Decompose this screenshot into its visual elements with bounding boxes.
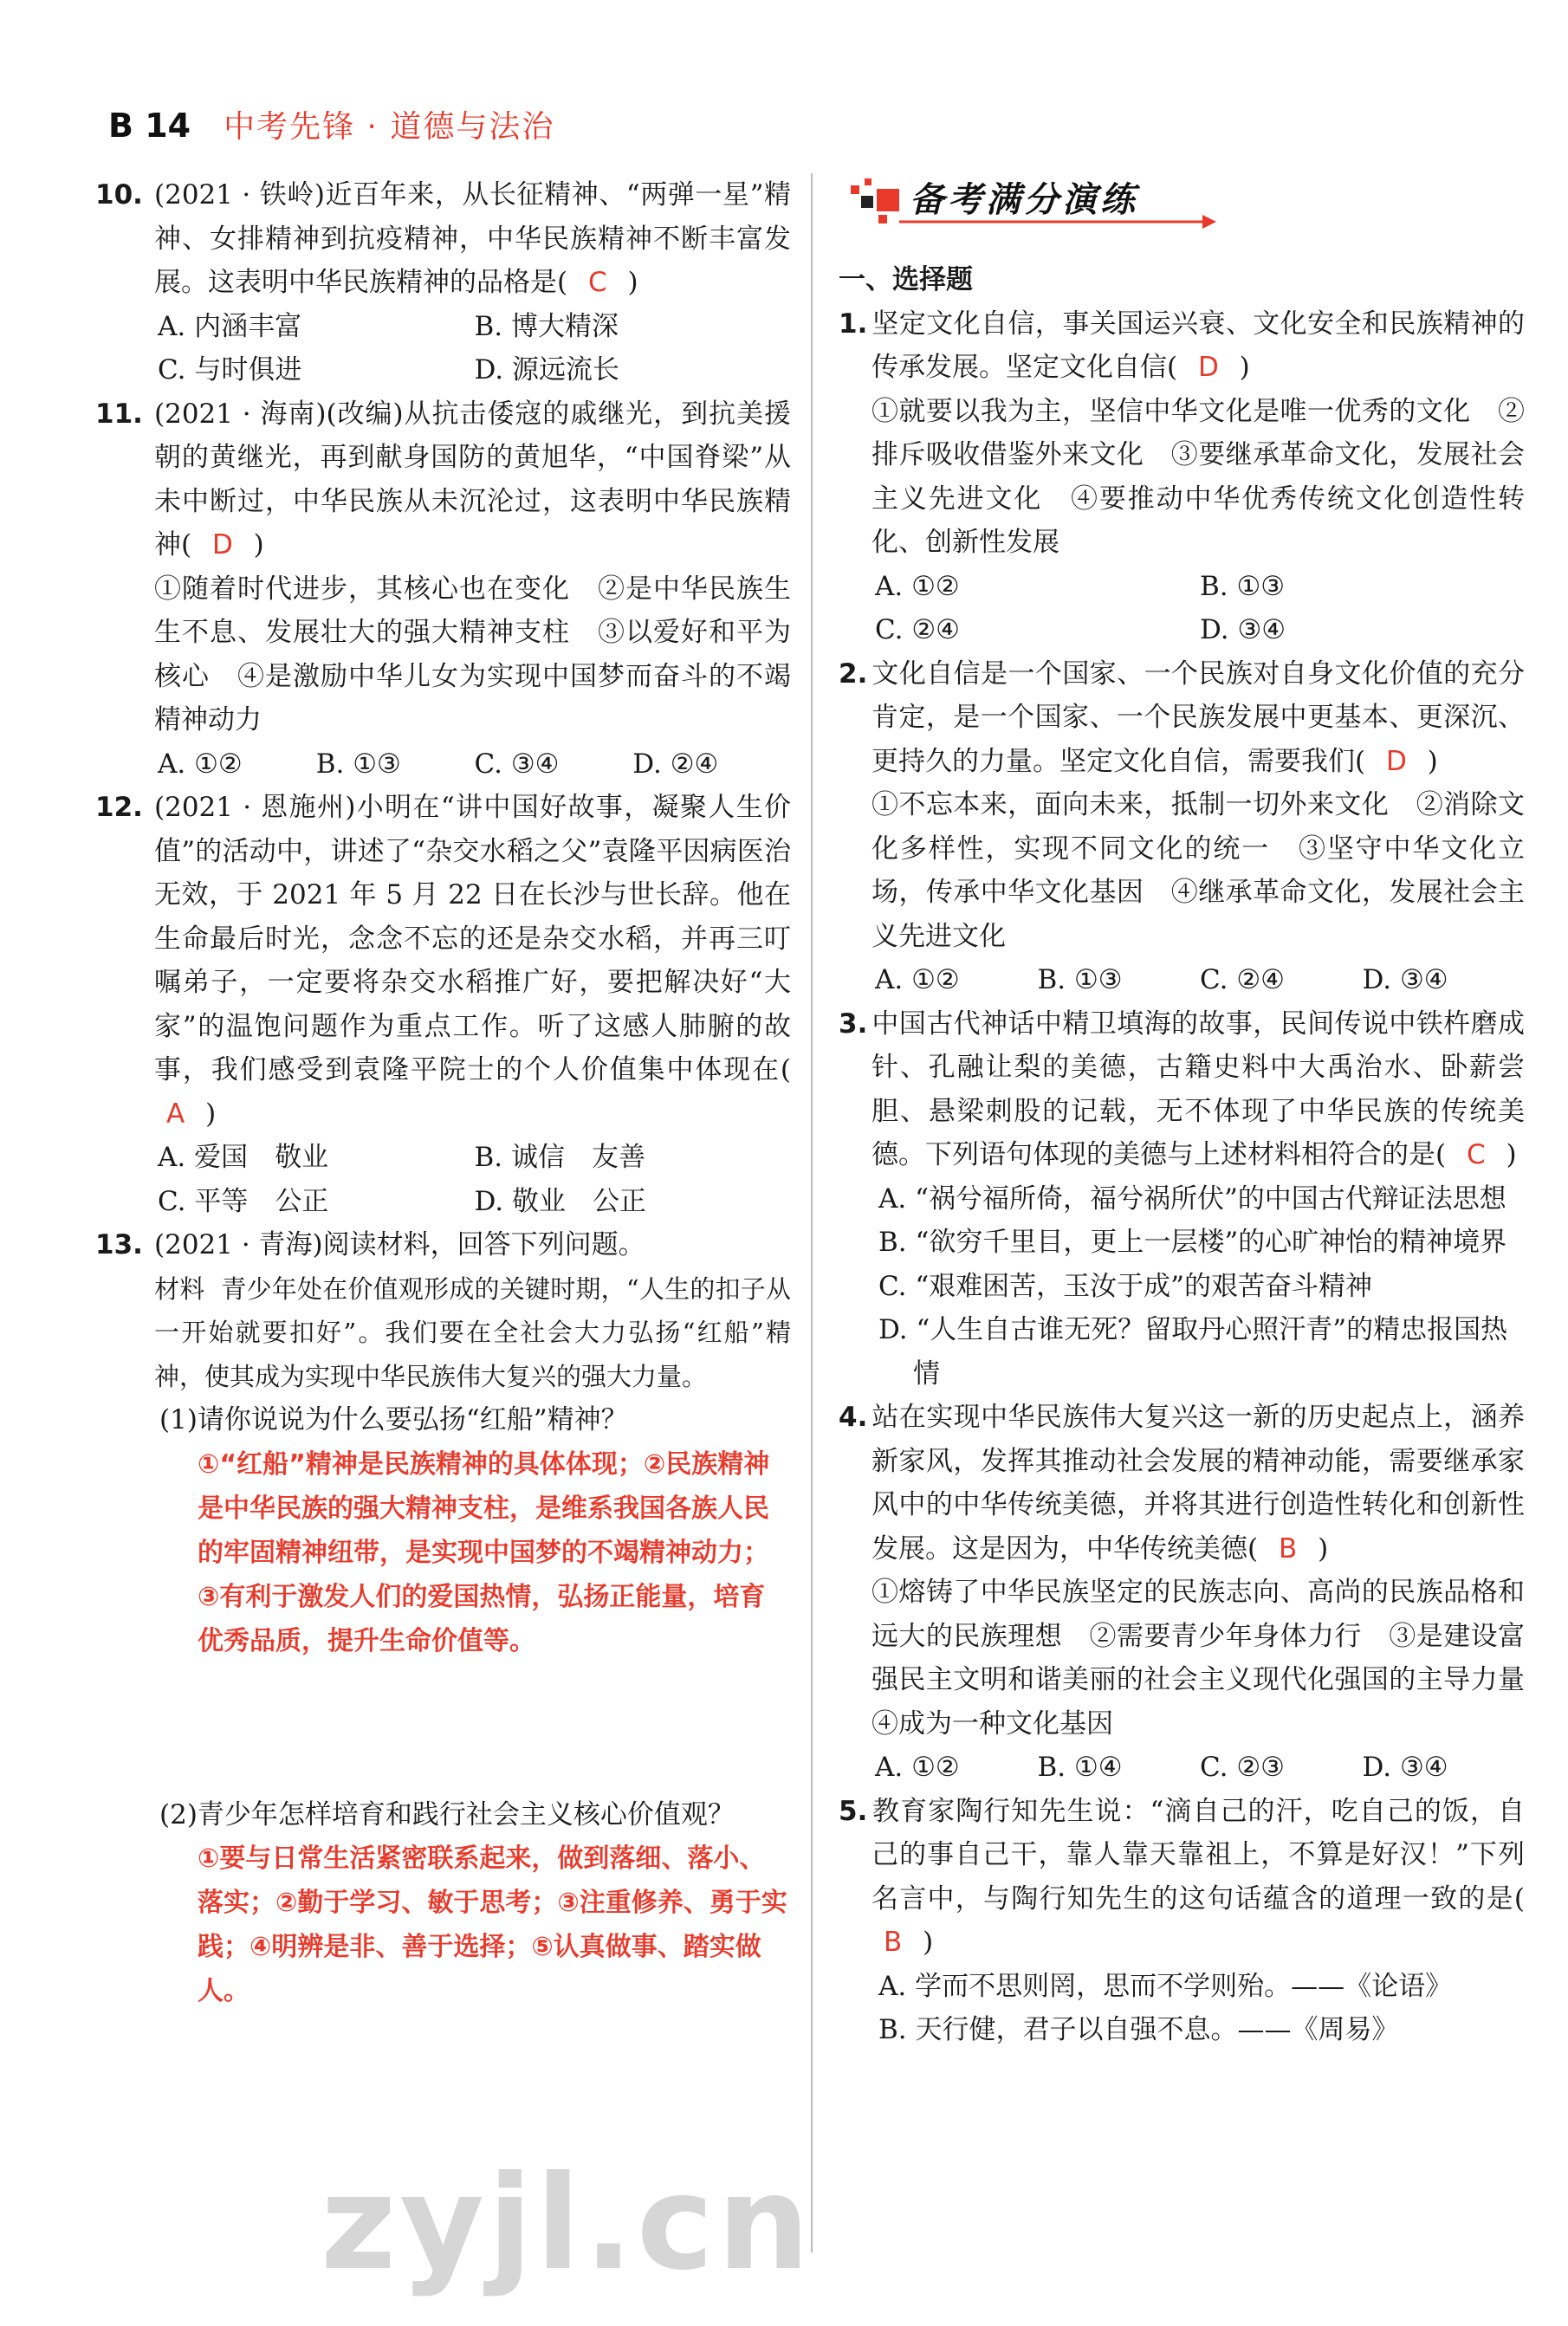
question-11 [95, 392, 791, 787]
section-banner [839, 173, 1525, 249]
sub-answer-1: ①“红船”精神是民族精神的具体体现；②民族精神是中华民族的强大精神支柱，是维系我国各族人民的牢固精神纽带，是实现中国梦的不竭精神动力；③有利于激发人们的爱国热情，弘扬正能量，培育优秀品质，提升生命价值等。 [198, 1448, 770, 1656]
option-d: D. ③④ [1362, 964, 1448, 995]
answer-mark: D [1197, 352, 1219, 383]
option-a: A. ①② [875, 1752, 960, 1783]
question-stem: 中国古代神话中精卫填海的故事，民间传说中铁杵磨成针、孔融让梨的美德，古籍史料中大禹治水、卧薪尝胆、悬梁刺股的记载，无不体现了中华民族的传统美德。下列语句体现的美德与上述材料相符合的是( [871, 1008, 1525, 1170]
option-c: C. ③④ [474, 748, 560, 780]
option-d: D. ②④ [632, 748, 719, 780]
page-number: B 14 [108, 107, 191, 145]
option-d: D. ③④ [1200, 614, 1286, 645]
page-header [108, 102, 554, 146]
answer-mark: C [1466, 1139, 1486, 1170]
question-3 [839, 1002, 1525, 1396]
question-4 [839, 1396, 1552, 1790]
sub-question-1: (1)请你说说为什么要弘扬“红船”精神？ [159, 1404, 628, 1435]
option-a: A. 学而不思则罔，思而不学则殆。——《论语》 [878, 1970, 1453, 2002]
option-a: A. 爱国 敬业 [158, 1142, 329, 1173]
option-d: D. 源远流长 [474, 354, 619, 386]
sub-answer-2: ①要与日常生活紧密联系起来，做到落细、落小、落实；②勤于学习、敏于思考；③注重修养、勇于实践；④明辨是非、善于选择；⑤认真做事、踏实做人。 [198, 1843, 787, 2006]
option-b: B. ①④ [1037, 1752, 1123, 1783]
option-b: B. “欲穷千里目，更上一层楼”的心旷神怡的精神境界 [878, 1227, 1507, 1258]
answer-mark: A [166, 1098, 185, 1130]
banner-title: 备考满分演练 [910, 179, 1138, 220]
answer-mark: B [1278, 1532, 1298, 1565]
answer-space [154, 1663, 791, 1793]
answer-close-paren: ) [197, 1098, 217, 1130]
answer-close-paren: ) [244, 529, 264, 560]
statements: ①不忘本来，面向未来，抵制一切外来文化 ②消除文化多样性，实现不同文化的统一 ③坚守中华文化立场，传承中华文化基因 ④继承革命文化，发展社会主义先进文化 [871, 789, 1525, 952]
option-a: A. 内涵丰富 [158, 310, 302, 342]
option-b: B. ①③ [1200, 570, 1286, 602]
answer-close-paren: ) [1497, 1139, 1517, 1170]
options-grid [154, 742, 791, 787]
answer-close-paren: ) [1418, 745, 1438, 777]
left-column [95, 173, 792, 2013]
option-b: B. 诚信 友善 [474, 1142, 645, 1173]
answer-close-paren: ) [1309, 1532, 1329, 1565]
question-12 [95, 786, 791, 1223]
question-stem: 坚定文化自信，事关国运兴衰、文化安全和民族精神的传承发展。坚定文化自信( [871, 308, 1525, 383]
option-a: A. ①② [875, 570, 960, 602]
question-stem: (2021 · 铁岭)近百年来，从长征精神、“两弹一星”精神、女排精神到抗疫精神，中华民族精神不断丰富发展。这表明中华民族精神的品格是( [154, 179, 791, 298]
question-number: 1. [839, 308, 868, 340]
question-stem: 文化自信是一个国家、一个民族对自身文化价值的充分肯定，是一个国家、一个民族发展中更基本、更深沉、更持久的力量。坚定文化自信，需要我们( [871, 658, 1525, 777]
question-stem: (2021 · 恩施州)小明在“讲中国好故事，凝聚人生价值”的活动中，讲述了“杂交水稻之父”袁隆平因病医治无效，于 2021 年 5 月 22 日在长沙与世长辞。他在生命最后时光，念念不忘的还是杂交水稻，并再三叮嘱弟子，一定要将杂交水稻推广好，要把解决好“大家”的温饱问题作为重点工作。听了这感人肺腑的故事，我们感受到袁隆平院士的个人价值集中体现在( [154, 792, 791, 1085]
book-title: 中考先锋 · 道德与法治 [224, 109, 555, 145]
question-stem: 教育家陶行知先生说：“滴自己的汗，吃自己的饭，自己的事自己干，靠人靠天靠祖上，不算是好汉！”下列名言中，与陶行知先生的这句话蕴含的道理一致的是( [871, 1795, 1525, 1915]
options-grid [154, 1136, 791, 1223]
column-divider [811, 173, 813, 2252]
options-grid [871, 1746, 1525, 1790]
option-b: B. 博大精深 [474, 310, 619, 342]
question-number: 13. [95, 1229, 143, 1260]
material-label: 材料 [154, 1273, 205, 1304]
option-d: D. “人生自古谁无死？留取丹心照汗青”的精忠报国热情 [878, 1314, 1508, 1390]
question-2 [839, 652, 1525, 1002]
question-stem: (2021 · 海南)(改编)从抗击倭寇的戚继光，到抗美援朝的黄继光，再到献身国防的黄旭华，“中国脊梁”从未中断过，中华民族从未沉沦过，这表明中华民族精神( [154, 398, 791, 560]
answer-close-paren: ) [1230, 352, 1250, 383]
option-c: C. 与时俱进 [158, 354, 302, 386]
question-number: 2. [839, 658, 868, 690]
options-grid [871, 958, 1525, 1002]
option-b: B. ①③ [1037, 964, 1123, 995]
question-10 [95, 173, 791, 392]
option-d: D. 敬业 公正 [474, 1185, 646, 1217]
option-c: C. “艰难困苦，玉汝于成”的艰苦奋斗精神 [878, 1270, 1373, 1302]
right-column [839, 173, 1552, 2052]
option-d: D. ③④ [1362, 1752, 1448, 1783]
option-c: C. 平等 公正 [158, 1185, 329, 1217]
statements: ①熔铸了中华民族坚定的民族志向、高尚的民族品格和远大的民族理想 ②需要青少年身体力行 ③是建设富强民主文明和谐美丽的社会主义现代化强国的主导力量 ④成为一种文化基因 [871, 1577, 1552, 1740]
answer-mark: B [884, 1927, 903, 1958]
question-stem: 站在实现中华民族伟大复兴这一新的历史起点上，涵养新家风，发挥其推动社会发展的精神动能，需要继承家风中的中华传统美德，并将其进行创造性转化和创新性发展。这是因为，中华传统美德( [871, 1402, 1525, 1565]
option-a: A. ①② [875, 964, 960, 995]
answer-mark: C [587, 267, 607, 298]
answer-mark: D [1385, 745, 1407, 777]
section-title: 一、选择题 [839, 264, 973, 295]
option-c: C. ②④ [875, 614, 960, 645]
question-number: 3. [839, 1008, 868, 1040]
sub-question-2: (2)青少年怎样培育和践行社会主义核心价值观？ [159, 1798, 735, 1830]
question-5 [839, 1790, 1525, 2052]
answer-close-paren: ) [619, 267, 638, 298]
option-a: A. “祸兮福所倚，福兮祸所伏”的中国古代辩证法思想 [878, 1182, 1506, 1215]
question-number: 10. [95, 179, 143, 211]
question-number: 4. [839, 1402, 868, 1433]
question-number: 5. [839, 1795, 868, 1827]
option-c: C. ②④ [1200, 964, 1285, 995]
option-b: B. ①③ [315, 748, 401, 780]
statements: ①就要以我为主，坚信中华文化是唯一优秀的文化 ②排斥吸收借鉴外来文化 ③要继承革命文化，发展社会主义先进文化 ④要推动中华优秀传统文化创造性转化、创新性发展 [871, 395, 1525, 558]
question-number: 11. [95, 398, 143, 430]
answer-mark: D [211, 529, 233, 560]
options-grid [154, 305, 791, 392]
answer-close-paren: ) [914, 1927, 934, 1958]
options-grid [871, 565, 1525, 652]
watermark: zyjl.cn [321, 2148, 813, 2299]
options-list [871, 1965, 1525, 2052]
question-stem: (2021 · 青海)阅读材料，回答下列问题。 [154, 1229, 645, 1260]
question-13 [95, 1223, 792, 2013]
question-number: 12. [95, 792, 143, 823]
options-list [871, 1177, 1525, 1396]
material-text: 青少年处在价值观形成的关键时期，“人生的扣子从一开始就要扣好”。我们要在全社会大力弘扬“红船”精神，使其成为实现中华民族伟大复兴的强大力量。 [154, 1273, 792, 1391]
reading-material [154, 1267, 791, 1399]
statements: ①随着时代进步，其核心也在变化 ②是中华民族生生不息、发展壮大的强大精神支柱 ③以爱好和平为核心 ④是激励中华儿女为实现中国梦而奋斗的不竭精神动力 [154, 573, 791, 735]
option-a: A. ①② [158, 748, 243, 780]
option-c: C. ②③ [1200, 1752, 1285, 1783]
option-b: B. 天行健，君子以自强不息。——《周易》 [878, 2014, 1399, 2045]
question-1 [839, 302, 1525, 652]
